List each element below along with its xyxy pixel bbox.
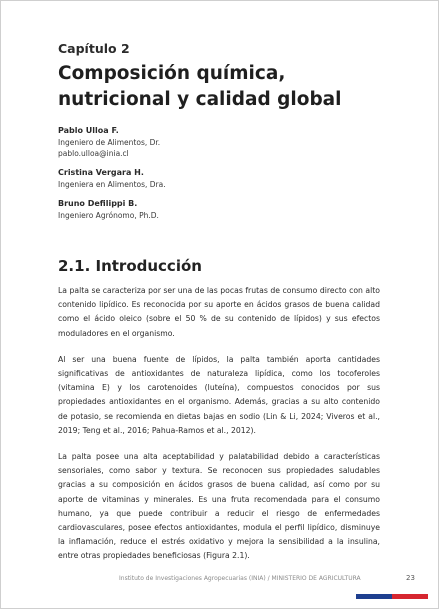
author-name: Pablo Ulloa F. bbox=[58, 126, 119, 135]
author-list bbox=[58, 125, 388, 229]
author-name: Bruno Defilippi B. bbox=[58, 199, 138, 208]
flag-red-segment bbox=[392, 594, 428, 599]
page-footer bbox=[1, 573, 438, 585]
author-entry bbox=[58, 125, 388, 159]
footer-text: Instituto de Investigaciones Agropecuarias (INIA) / MINISTERIO DE AGRICULTURA bbox=[119, 575, 361, 582]
flag-color-bar bbox=[356, 594, 428, 599]
author-role: Ingeniera en Alimentos, Dra. bbox=[58, 180, 166, 189]
author-entry bbox=[58, 167, 388, 190]
author-name: Cristina Vergara H. bbox=[58, 168, 144, 177]
author-role: Ingeniero Agrónomo, Ph.D. bbox=[58, 211, 159, 220]
body-text bbox=[58, 284, 380, 576]
body-paragraph: La palta posee una alta aceptabilidad y palatabilidad debido a características sensoriales, como sabor y textura. Se reconocen sus propiedades saludables gracias a su composición en ácidos grasos de buena calidad, así como por su aporte de vitaminas y minerales. Es una fruta recomendada para el consumo humano, ya que puede contribuir a reducir el riesgo de enfermedades cardiovasculares, posee efectos antioxidantes, modula el perfil lipídico, disminuye la inflamación, reduce el estrés oxidativo y mejora la sensibilidad a la insulina, entre otras propiedades beneficiosas (Figura 2.1). bbox=[58, 452, 380, 561]
chapter-title: Composición química, nutricional y calidad global bbox=[58, 63, 342, 110]
flag-blue-segment bbox=[356, 594, 392, 599]
chapter-label: Capítulo 2 bbox=[58, 41, 130, 56]
author-email: pablo.ulloa@inia.cl bbox=[58, 149, 129, 158]
author-role: Ingeniero de Alimentos, Dr. bbox=[58, 138, 161, 147]
section-title: 2.1. Introducción bbox=[58, 257, 202, 275]
body-paragraph: La palta se caracteriza por ser una de las pocas frutas de consumo directo con alto contenido lipídico. Es reconocida por su aporte en ácidos grasos de buena calidad como el ácido oleico (sobre el 50 % de su contenido de lípidos) y sus efectos moduladores en el organismo. bbox=[58, 286, 380, 338]
page-number: 23 bbox=[406, 574, 415, 582]
body-paragraph: Al ser una buena fuente de lípidos, la palta también aporta cantidades significativas de antioxidantes de naturaleza lipídica, como los tocoferoles (vitamina E) y los carotenoides (luteína), compuestos conocidos por sus propiedades antioxidantes en el organismo. Además, gracias a su alto contenido de potasio, se recomienda en dietas bajas en sodio (Lin & Li, 2024; Viveros et al., 2019; Teng et al., 2016; Pahua-Ramos et al., 2012). bbox=[58, 354, 380, 435]
author-entry bbox=[58, 198, 388, 221]
